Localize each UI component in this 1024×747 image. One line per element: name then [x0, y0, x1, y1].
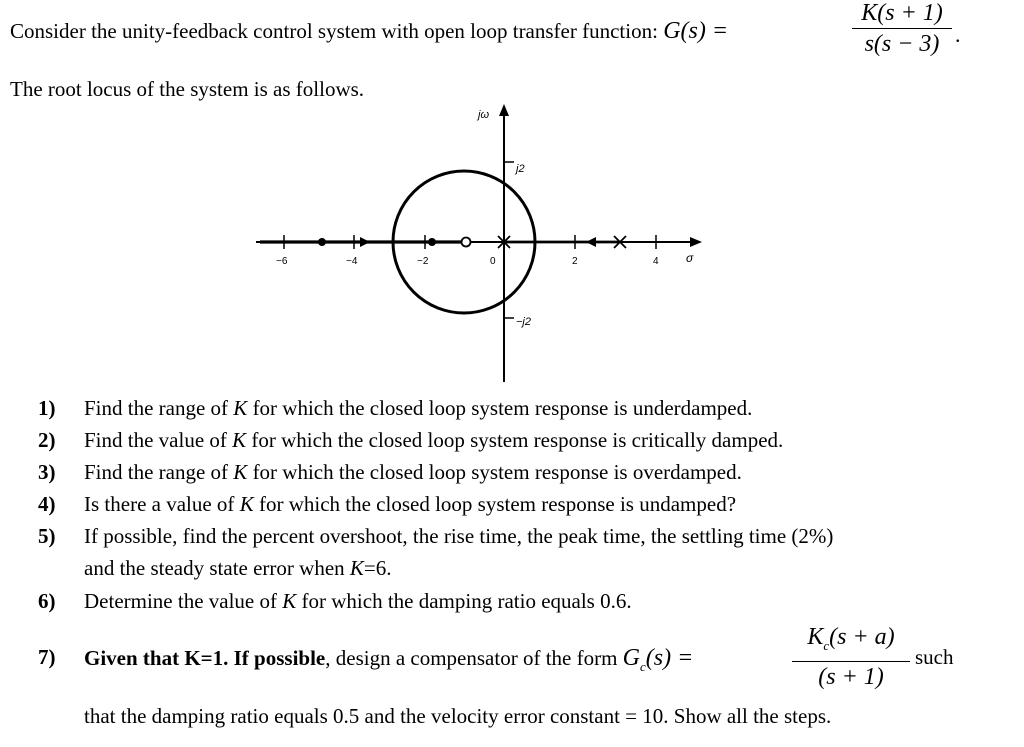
intro-period: .	[955, 22, 961, 47]
x-tick-label: 2	[572, 256, 578, 267]
x-tick-label: 4	[653, 256, 659, 267]
y-tick-label: −j2	[516, 316, 531, 328]
root-locus-plot	[250, 100, 710, 385]
tf-numerator: K(s + 1)	[861, 0, 943, 26]
real-axis-label: σ	[686, 251, 694, 265]
question-number: 1)	[38, 396, 56, 420]
zero-marker	[462, 238, 471, 247]
question-7-continued: that the damping ratio equals 0.5 and the velocity error constant = 10. Show all the steps.	[84, 704, 832, 728]
question-number: 3)	[38, 460, 56, 484]
compensator-numerator: $K_c(s + a)$	[807, 624, 895, 653]
compensator-fraction	[792, 622, 910, 692]
compensator-lhs: $G_c(s)$ =	[622, 645, 694, 674]
x-tick-label: −2	[417, 256, 429, 267]
question-7-such: such	[915, 645, 954, 669]
transfer-function-fraction	[852, 0, 952, 59]
x-tick-label: −4	[346, 256, 358, 267]
imag-axis-label: jω	[478, 109, 490, 121]
locus-arrow	[360, 237, 370, 247]
tf-denominator: s(s − 3)	[864, 31, 940, 57]
breakaway-point	[318, 238, 326, 246]
breakaway-point	[428, 238, 436, 246]
intro-text: Consider the unity-feedback control system with open loop transfer function:	[10, 19, 658, 43]
question-number: 6)	[38, 589, 56, 613]
problem-intro	[10, 18, 728, 45]
root-locus-intro: The root locus of the system is as follows.	[10, 77, 365, 101]
real-axis-arrow	[690, 237, 702, 247]
transfer-function-lhs: G(s) =	[663, 18, 729, 44]
x-tick-label: 0	[490, 256, 496, 267]
question-number: 5)	[38, 524, 56, 548]
compensator-denominator: (s + 1)	[818, 663, 884, 690]
x-tick-label: −6	[276, 256, 288, 267]
question-number: 4)	[38, 492, 56, 516]
y-tick-label: j2	[516, 163, 525, 175]
question-number: 2)	[38, 428, 56, 452]
question-number: 7)	[38, 645, 56, 669]
locus-arrow	[586, 237, 596, 247]
imag-axis-arrow	[499, 104, 509, 116]
